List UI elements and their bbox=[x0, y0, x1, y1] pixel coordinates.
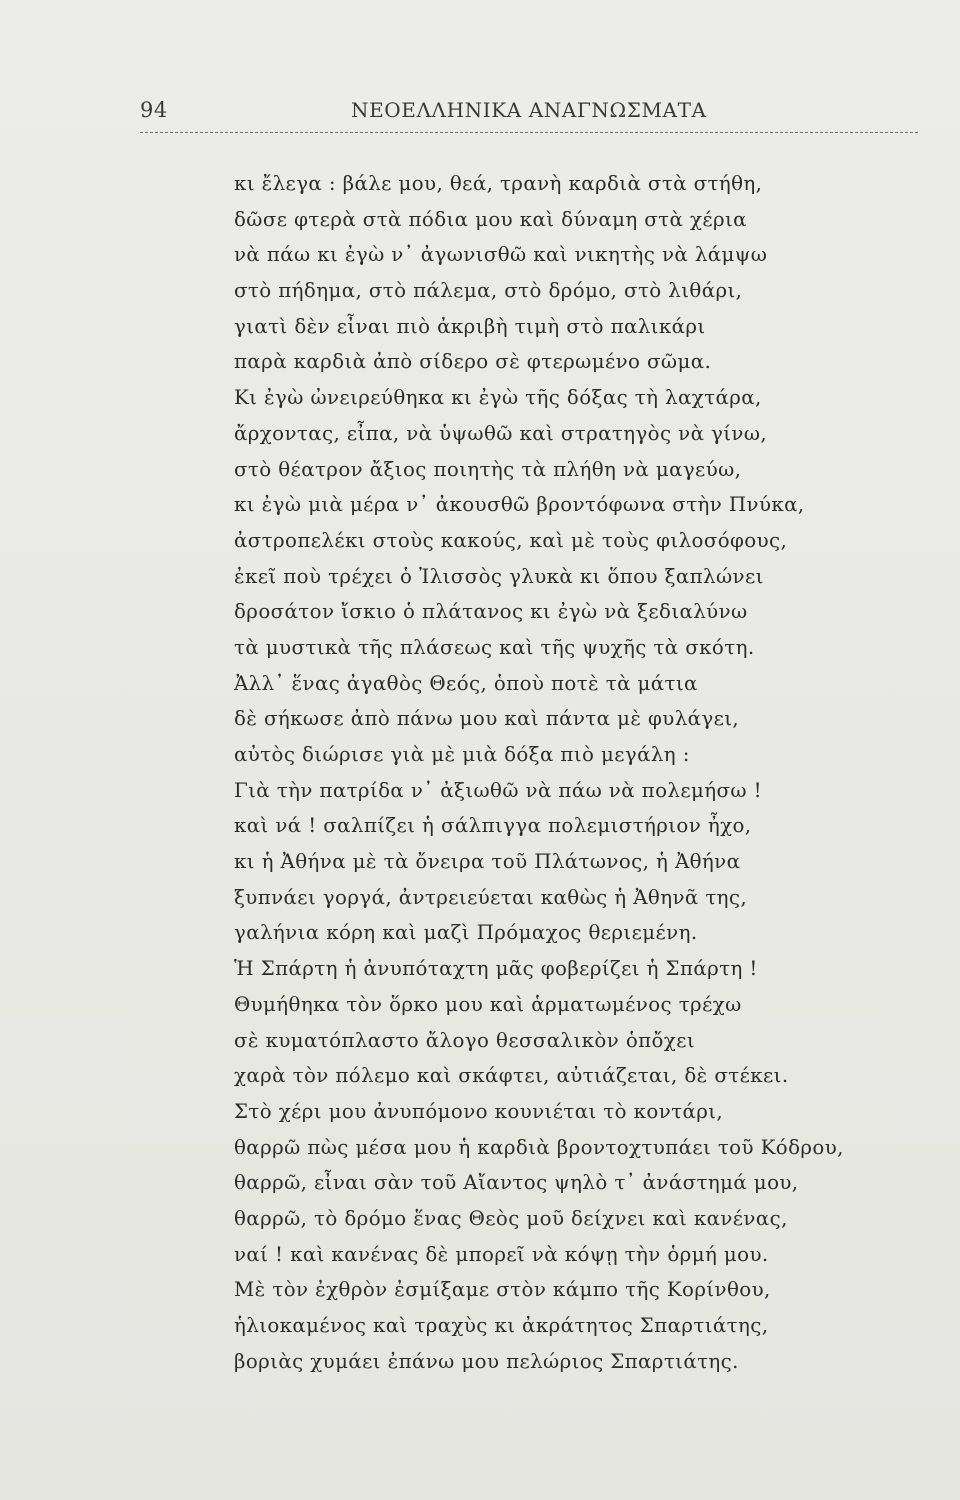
poem-line: σὲ κυματόπλαστο ἄλογο θεσσαλικὸν ὁπὄχει bbox=[234, 1028, 696, 1052]
poem-line: βοριὰς χυμάει ἐπάνω μου πελώριος Σπαρτιάτης. bbox=[234, 1349, 739, 1373]
poem-line: νὰ πάω κι ἐγὼ ν᾽ ἀγωνισθῶ καὶ νικητὴς νὰ λάμψω bbox=[234, 243, 768, 267]
header-divider bbox=[140, 132, 918, 133]
poem-line: αὐτὸς διώρισε γιὰ μὲ μιὰ δόξα πιὸ μεγάλη : bbox=[234, 743, 690, 766]
poem-line: ξυπνάει γοργά, ἀντρειεύεται καθὼς ἡ Ἀθηνᾶ της, bbox=[234, 885, 748, 909]
poem-line: θαρρῶ, εἶναι σὰν τοῦ Αἴαντος ψηλὸ τ᾽ ἀνάστημά μου, bbox=[234, 1171, 799, 1195]
poem-line: Στὸ χέρι μου ἀνυπόμονο κουνιέται τὸ κοντάρι, bbox=[234, 1099, 724, 1123]
poem-line: τὰ μυστικὰ τῆς πλάσεως καὶ τῆς ψυχῆς τὰ σκότη. bbox=[234, 635, 755, 659]
poem-line: δὲ σήκωσε ἀπὸ πάνω μου καὶ πάντα μὲ φυλάγει, bbox=[234, 707, 740, 731]
poem-line: γαλήνια κόρη καὶ μαζὶ Πρόμαχος θεριεμένη. bbox=[234, 921, 698, 945]
poem-line: κι ἡ Ἀθήνα μὲ τὰ ὄνειρα τοῦ Πλάτωνος, ἡ Ἀθήνα bbox=[234, 850, 741, 874]
poem-line: δῶσε φτερὰ στὰ πόδια μου καὶ δύναμη στὰ χέρια bbox=[234, 207, 747, 231]
poem-line: ἀστροπελέκι στοὺς κακούς, καὶ μὲ τοὺς φιλοσόφους, bbox=[234, 528, 788, 552]
page-number: 94 bbox=[140, 98, 168, 122]
running-title: ΝΕΟΕΛΛΗΝΙΚΑ ΑΝΑΓΝΩΣΜΑΤΑ bbox=[351, 98, 707, 122]
poem-line: κι ἐγὼ μιὰ μέρα ν᾽ ἀκουσθῶ βροντόφωνα στὴν Πνύκα, bbox=[234, 493, 805, 517]
poem-line: Γιὰ τὴν πατρίδα ν᾽ ἀξιωθῶ νὰ πάω νὰ πολεμήσω ! bbox=[234, 778, 762, 802]
poem-line: θαρρῶ, τὸ δρόμο ἕνας Θεὸς μοῦ δείχνει καὶ κανένας, bbox=[234, 1206, 788, 1230]
poem-text bbox=[234, 166, 924, 1379]
poem-line: παρὰ καρδιὰ ἀπὸ σίδερο σὲ φτερωμένο σῶμα. bbox=[234, 350, 712, 374]
poem-line: ἡλιοκαμένος καὶ τραχὺς κι ἀκράτητος Σπαρτιάτης, bbox=[234, 1314, 769, 1337]
poem-line: Κι ἐγὼ ὠνειρεύθηκα κι ἐγὼ τῆς δόξας τὴ λαχτάρα, bbox=[234, 386, 762, 410]
poem-line: Θυμήθηκα τὸν ὅρκο μου καὶ ἁρματωμένος τρέχω bbox=[234, 992, 742, 1016]
poem-line: θαρρῶ πὼς μέσα μου ἡ καρδιὰ βροντοχτυπάει τοῦ Κόδρου, bbox=[234, 1135, 844, 1159]
poem-line: ἄρχοντας, εἶπα, νὰ ὑψωθῶ καὶ στρατηγὸς νὰ γίνω, bbox=[234, 421, 768, 445]
poem-line: δροσάτον ἴσκιο ὁ πλάτανος κι ἐγὼ νὰ ξεδιαλύνω bbox=[234, 600, 748, 624]
poem-line: καὶ νά ! σαλπίζει ἡ σάλπιγγα πολεμιστήριον ἦχο, bbox=[234, 814, 752, 838]
poem-line: Μὲ τὸν ἐχθρὸν ἐσμίξαμε στὸν κάμπο τῆς Κορίνθου, bbox=[234, 1278, 771, 1302]
poem-line: Ἡ Σπάρτη ἡ ἀνυπόταχτη μᾶς φοβερίζει ἡ Σπάρτη ! bbox=[234, 957, 758, 981]
poem-line: στὸ θέατρον ἄξιος ποιητὴς τὰ πλήθη νὰ μαγεύω, bbox=[234, 457, 742, 481]
poem-line: χαρὰ τὸν πόλεμο καὶ σκάφτει, αὐτιάζεται, δὲ στέκει. bbox=[234, 1064, 789, 1088]
poem-line: στὸ πήδημα, στὸ πάλεμα, στὸ δρόμο, στὸ λιθάρι, bbox=[234, 279, 743, 303]
poem-line: Ἀλλ᾽ ἕνας ἀγαθὸς Θεός, ὁποὺ ποτὲ τὰ μάτια bbox=[234, 671, 698, 695]
poem-line: γιατὶ δὲν εἶναι πιὸ ἀκριβὴ τιμὴ στὸ παλικάρι bbox=[234, 314, 706, 338]
poem-line: ἐκεῖ ποὺ τρέχει ὁ Ἰλισσὸς γλυκὰ κι ὅπου ξαπλώνει bbox=[234, 564, 764, 588]
running-head bbox=[140, 96, 920, 132]
poem-line: κι ἔλεγα : βάλε μου, θεά, τρανὴ καρδιὰ στὰ στήθη, bbox=[234, 172, 763, 195]
poem-line: ναί ! καὶ κανένας δὲ μπορεῖ νὰ κόψῃ τὴν ὁρμή μου. bbox=[234, 1242, 769, 1266]
